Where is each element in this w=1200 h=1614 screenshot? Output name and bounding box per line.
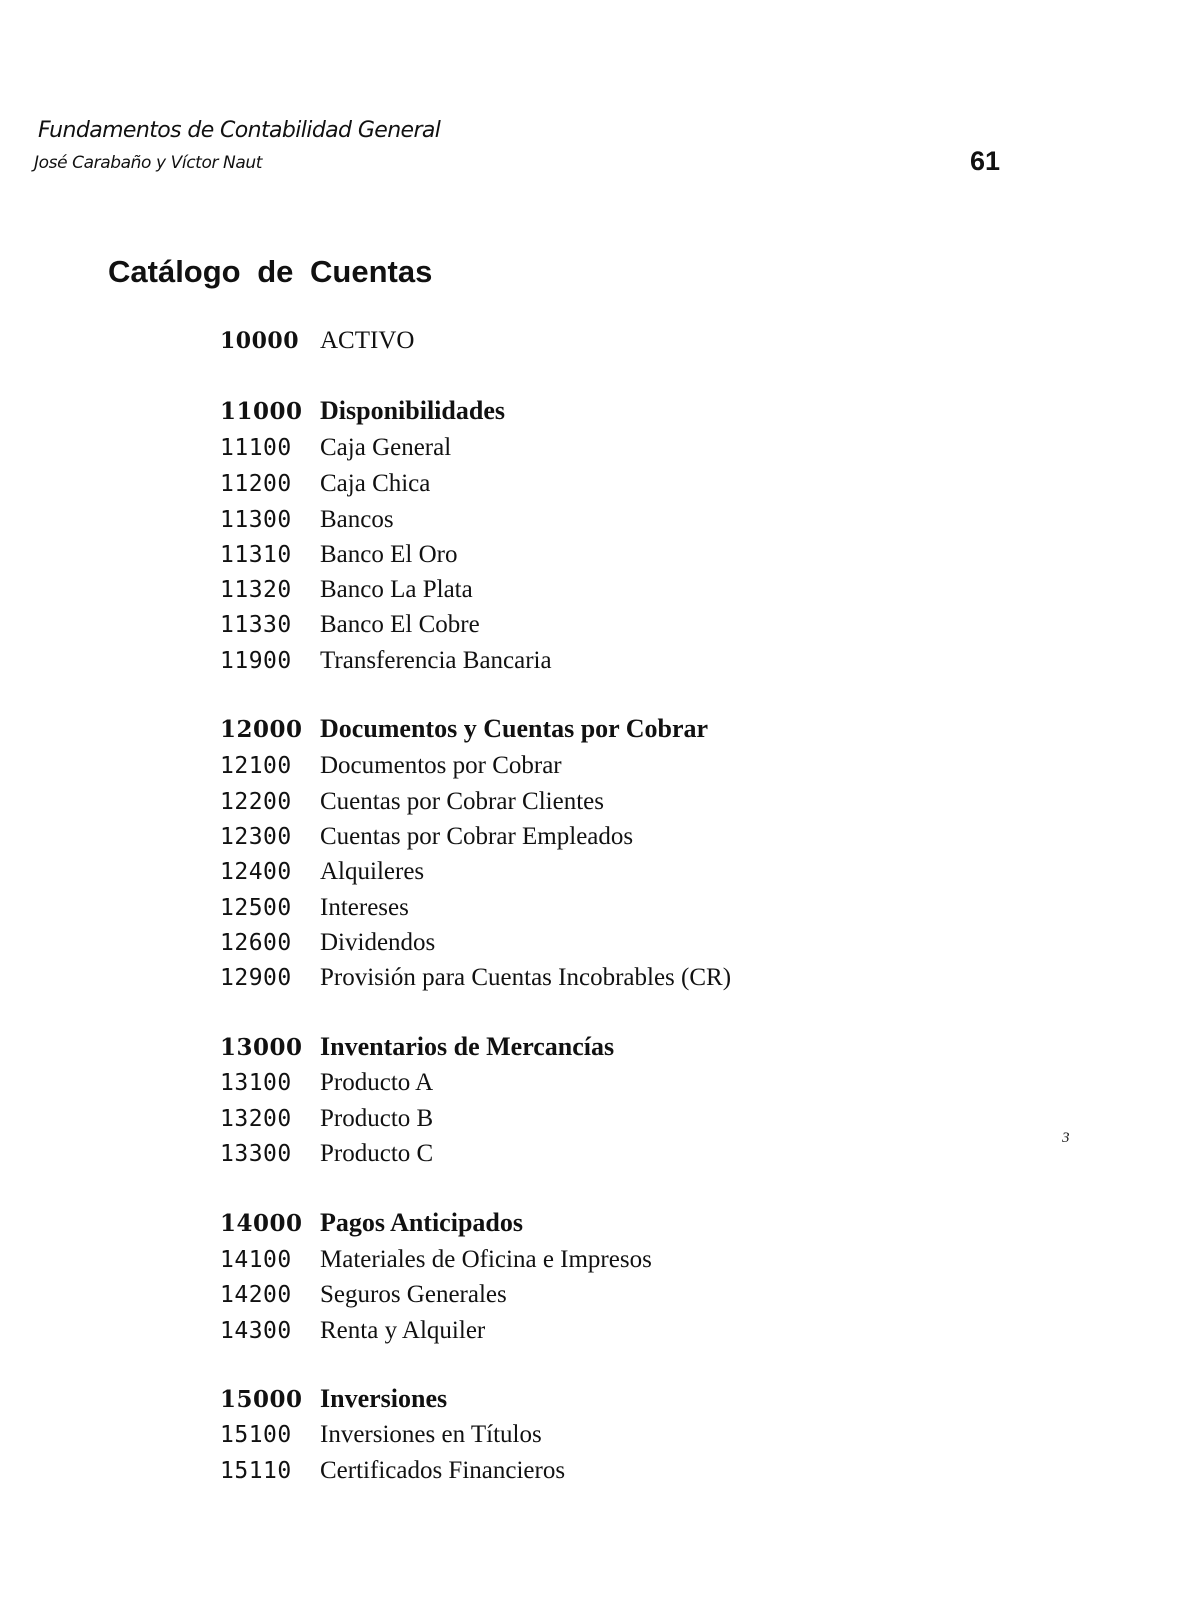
account-name: Cuentas por Cobrar Empleados [320, 823, 634, 850]
group-header-row [220, 396, 505, 427]
account-code: 11330 [220, 612, 292, 638]
account-code: 12400 [220, 859, 292, 885]
account-name: Seguros Generales [320, 1281, 507, 1308]
account-row [220, 540, 457, 570]
book-title: Fundamentos de Contabilidad General [38, 118, 441, 143]
account-name: Banco El Cobre [320, 611, 480, 638]
account-name: Producto A [320, 1069, 434, 1096]
account-code: 14100 [220, 1247, 292, 1273]
account-row [220, 1420, 542, 1450]
account-row [220, 575, 473, 605]
account-code: 11310 [220, 542, 292, 568]
account-row [220, 469, 430, 499]
account-code: 13200 [220, 1106, 292, 1132]
catalog-title: Catálogo de Cuentas [108, 254, 433, 289]
account-name: Inversiones en Títulos [320, 1421, 542, 1448]
account-row [220, 822, 633, 852]
group-header-row [220, 1032, 614, 1063]
account-row [220, 1104, 433, 1134]
account-row [220, 1068, 433, 1098]
group-code: 12000 [220, 716, 303, 743]
account-row [220, 1316, 485, 1346]
account-code: 14200 [220, 1282, 292, 1308]
account-row [220, 433, 451, 463]
group-name: Inventarios de Mercancías [320, 1032, 615, 1061]
account-row [220, 893, 409, 923]
account-row [220, 646, 552, 676]
account-name: Materiales de Oficina e Impresos [320, 1246, 652, 1273]
account-code: 12300 [220, 824, 292, 850]
account-code: 13100 [220, 1070, 292, 1096]
book-authors: José Carabaño y Víctor Naut [34, 153, 263, 173]
page-number: 61 [970, 146, 1001, 176]
account-name: Cuentas por Cobrar Clientes [320, 788, 604, 815]
top-account-row [220, 326, 414, 356]
account-name: Dividendos [320, 929, 436, 956]
account-name: Renta y Alquiler [320, 1317, 486, 1344]
account-row [220, 1245, 652, 1275]
account-code: 12200 [220, 789, 292, 815]
account-row [220, 505, 394, 535]
group-header-row [220, 714, 708, 745]
account-code: 14300 [220, 1318, 292, 1344]
account-code: 12500 [220, 895, 292, 921]
account-name: Producto C [320, 1140, 434, 1167]
account-name: Intereses [320, 894, 409, 921]
account-code: 11100 [220, 435, 292, 461]
account-code: 12100 [220, 753, 292, 779]
account-code: 11200 [220, 471, 292, 497]
account-name: Producto B [320, 1105, 434, 1132]
account-name: Certificados Financieros [320, 1457, 566, 1484]
group-name: Disponibilidades [320, 396, 505, 425]
account-code: 11900 [220, 648, 292, 674]
account-code: 15100 [220, 1422, 292, 1448]
group-code: 14000 [220, 1210, 303, 1237]
account-row [220, 1456, 565, 1486]
account-row [220, 1139, 433, 1169]
account-name: Banco La Plata [320, 576, 473, 603]
account-code: 15110 [220, 1458, 292, 1484]
account-code: 11320 [220, 577, 292, 603]
account-row [220, 928, 435, 958]
group-name: Inversiones [320, 1384, 448, 1413]
account-name: ACTIVO [320, 327, 415, 354]
account-code: 13300 [220, 1141, 292, 1167]
account-code: 12600 [220, 930, 292, 956]
account-row [220, 787, 604, 817]
group-code: 15000 [220, 1386, 303, 1413]
account-name: Alquileres [320, 858, 425, 885]
group-code: 13000 [220, 1034, 303, 1061]
group-header-row [220, 1208, 523, 1239]
group-name: Documentos y Cuentas por Cobrar [320, 714, 709, 743]
group-code: 11000 [220, 398, 303, 425]
account-name: Transferencia Bancaria [320, 647, 552, 674]
account-row [220, 963, 731, 993]
account-name: Caja General [320, 434, 452, 461]
account-name: Banco El Oro [320, 541, 458, 568]
account-name: Provisión para Cuentas Incobrables (CR) [320, 964, 732, 991]
group-name: Pagos Anticipados [320, 1208, 523, 1237]
account-name: Caja Chica [320, 470, 431, 497]
account-code: 10000 [220, 328, 300, 354]
account-row [220, 751, 562, 781]
account-name: Documentos por Cobrar [320, 752, 562, 779]
stray-mark: 3 [1062, 1130, 1070, 1146]
account-name: Bancos [320, 506, 394, 533]
account-row [220, 857, 424, 887]
group-header-row [220, 1384, 447, 1415]
account-row [220, 1280, 507, 1310]
account-code: 11300 [220, 507, 292, 533]
account-row [220, 610, 480, 640]
account-code: 12900 [220, 965, 292, 991]
